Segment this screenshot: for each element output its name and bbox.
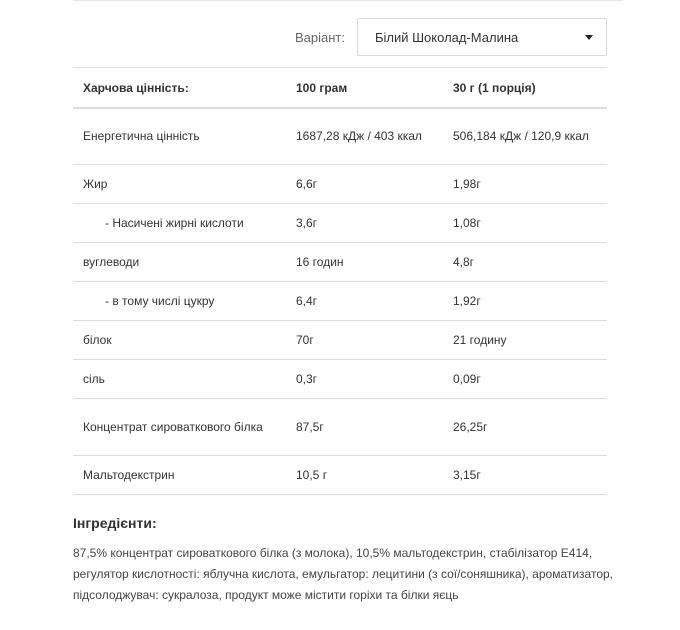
table-row: [73, 360, 607, 399]
nutrient-name: вуглеводи: [73, 243, 286, 282]
variant-label: Варіант:: [295, 29, 345, 45]
table-row: [73, 165, 607, 204]
table-row: [73, 204, 607, 243]
nutrient-per-serving: 1,08г: [443, 204, 607, 243]
variant-dropdown[interactable]: [357, 18, 607, 56]
variant-selected-value: Білий Шоколад-Малина: [375, 29, 519, 45]
column-header-per-serving: 30 г (1 порція): [443, 68, 607, 109]
nutrient-per-serving: 506,184 кДж / 120,9 ккал: [443, 108, 607, 165]
column-header-nutrient: Харчова цінність:: [73, 68, 286, 109]
nutrient-name: білок: [73, 321, 286, 360]
variant-selector-row: [73, 17, 607, 57]
nutrient-per-100g: 10,5 г: [286, 456, 443, 495]
table-row: [73, 399, 607, 456]
nutrient-name: Концентрат сироваткового білка: [73, 399, 286, 456]
nutrient-name: - Насичені жирні кислоти: [73, 204, 286, 243]
nutrient-per-serving: 0,09г: [443, 360, 607, 399]
table-row: [73, 321, 607, 360]
nutrient-per-serving: 21 годину: [443, 321, 607, 360]
nutrient-per-100g: 1687,28 кДж / 403 ккал: [286, 108, 443, 165]
nutrient-per-serving: 1,98г: [443, 165, 607, 204]
table-row: [73, 456, 607, 495]
nutrient-name: - в тому числі цукру: [73, 282, 286, 321]
column-header-per-100g: 100 грам: [286, 68, 443, 109]
nutrient-per-100g: 3,6г: [286, 204, 443, 243]
nutrient-per-100g: 0,3г: [286, 360, 443, 399]
table-row: [73, 108, 607, 165]
nutrient-per-100g: 87,5г: [286, 399, 443, 456]
nutrient-per-serving: 3,15г: [443, 456, 607, 495]
ingredients-text: 87,5% концентрат сироваткового білка (з молока), 10,5% мальтодекстрин, стабілізатор Е414, регулятор кислотності: яблучна кислота, емульгатор: лецитини (з сої/соняшника), ароматизатор, підсолоджувач: сукралоза, продукт може містити горіхи та білки яєць: [73, 546, 614, 602]
nutrient-name: Енергетична цінність: [73, 108, 286, 165]
nutrient-per-serving: 4,8г: [443, 243, 607, 282]
nutrient-per-100g: 6,4г: [286, 282, 443, 321]
ingredients-section: [73, 515, 613, 606]
nutrient-per-100g: 70г: [286, 321, 443, 360]
divider: [73, 0, 623, 1]
table-header-row: [73, 68, 607, 109]
nutrient-per-serving: 26,25г: [443, 399, 607, 456]
nutrient-per-100g: 6,6г: [286, 165, 443, 204]
table-row: [73, 243, 607, 282]
nutrition-table: [73, 67, 607, 495]
nutrient-per-100g: 16 годин: [286, 243, 443, 282]
caret-down-icon: [585, 35, 593, 40]
nutrient-per-serving: 1,92г: [443, 282, 607, 321]
nutrient-name: сіль: [73, 360, 286, 399]
ingredients-heading: Інгредієнти:: [73, 515, 157, 531]
nutrient-name: Жир: [73, 165, 286, 204]
table-row: [73, 282, 607, 321]
nutrient-name: Мальтодекстрин: [73, 456, 286, 495]
